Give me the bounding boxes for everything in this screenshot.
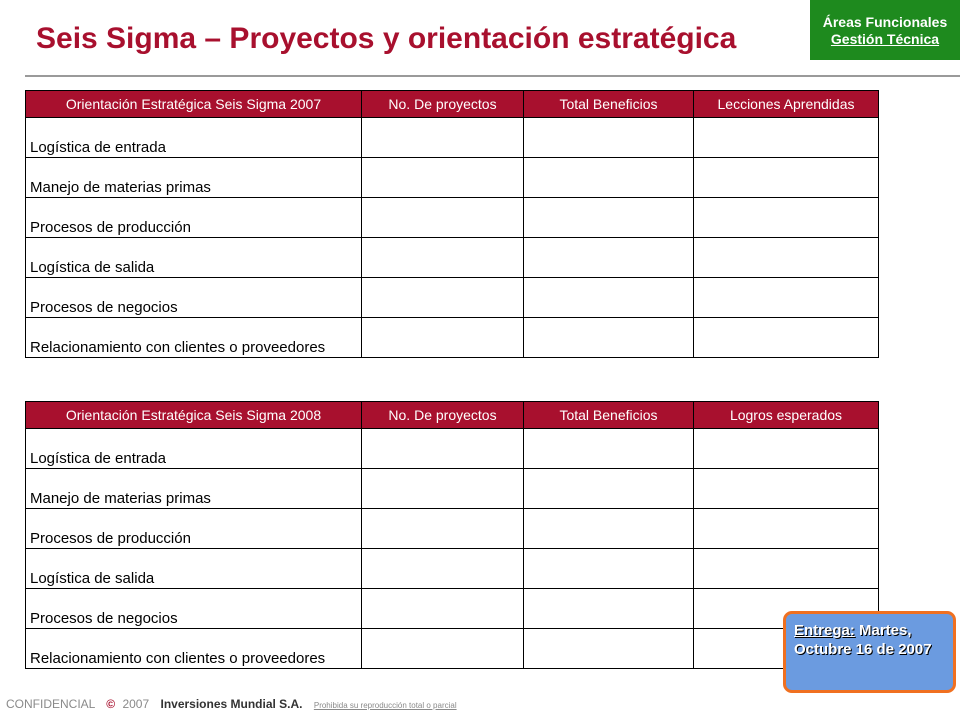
row-label-cell: Logística de entrada [26,429,362,469]
copyright-symbol: © [106,697,116,711]
section-badge [810,0,960,60]
value-cell[interactable] [694,238,879,278]
value-cell[interactable] [524,629,694,669]
value-cell[interactable] [362,429,524,469]
value-cell[interactable] [524,278,694,318]
column-header: Lecciones Aprendidas [694,91,879,118]
row-label-cell: Procesos de producción [26,198,362,238]
table-row [26,549,879,589]
table-row [26,278,879,318]
value-cell[interactable] [362,318,524,358]
value-cell[interactable] [362,278,524,318]
value-cell[interactable] [694,509,879,549]
value-cell[interactable] [694,318,879,358]
value-cell[interactable] [524,238,694,278]
value-cell[interactable] [524,158,694,198]
confidential-label: CONFIDENCIAL [6,697,95,711]
row-label-cell: Relacionamiento con clientes o proveedores [26,629,362,669]
delivery-date: Martes, Octubre 16 de 2007 [794,622,932,658]
table-row [26,158,879,198]
row-label-cell: Manejo de materias primas [26,158,362,198]
value-cell[interactable] [524,469,694,509]
value-cell[interactable] [694,469,879,509]
value-cell[interactable] [524,429,694,469]
legal-notice: Prohibida su reproducción total o parcial [313,701,457,710]
table-header-row [26,402,879,429]
badge-line-1: Áreas Funcionales [822,14,948,30]
value-cell[interactable] [362,198,524,238]
value-cell[interactable] [362,158,524,198]
value-cell[interactable] [362,238,524,278]
table-row [26,469,879,509]
table-row [26,198,879,238]
table-2008 [25,401,879,669]
table-row [26,589,879,629]
value-cell[interactable] [524,198,694,238]
table-row [26,509,879,549]
value-cell[interactable] [362,509,524,549]
row-label-cell: Procesos de producción [26,509,362,549]
badge-line-2: Gestión Técnica [830,31,940,47]
column-header: Total Beneficios [524,402,694,429]
table-row [26,429,879,469]
column-header: Logros esperados [694,402,879,429]
value-cell[interactable] [362,469,524,509]
title-divider [25,75,960,77]
value-cell[interactable] [524,549,694,589]
value-cell[interactable] [694,158,879,198]
row-label-cell: Procesos de negocios [26,278,362,318]
value-cell[interactable] [694,429,879,469]
delivery-label: Entrega: [794,622,855,639]
delivery-note [783,611,956,693]
row-label-cell: Procesos de negocios [26,589,362,629]
column-header: No. De proyectos [362,402,524,429]
value-cell[interactable] [694,278,879,318]
company-name: Inversiones Mundial S.A. [160,697,303,711]
table-row [26,238,879,278]
value-cell[interactable] [694,549,879,589]
copyright-year: 2007 [122,697,150,711]
footer [6,697,457,711]
value-cell[interactable] [694,118,879,158]
value-cell[interactable] [524,509,694,549]
table-header-row [26,91,879,118]
value-cell[interactable] [362,118,524,158]
column-header: Orientación Estratégica Seis Sigma 2008 [26,402,362,429]
value-cell[interactable] [362,549,524,589]
value-cell[interactable] [362,589,524,629]
row-label-cell: Logística de entrada [26,118,362,158]
value-cell[interactable] [362,629,524,669]
table-row [26,629,879,669]
row-label-cell: Manejo de materias primas [26,469,362,509]
page-title: Seis Sigma – Proyectos y orientación estratégica [36,22,737,55]
table-row [26,318,879,358]
column-header: No. De proyectos [362,91,524,118]
value-cell[interactable] [524,318,694,358]
value-cell[interactable] [524,589,694,629]
table-2007 [25,90,879,358]
row-label-cell: Logística de salida [26,238,362,278]
row-label-cell: Relacionamiento con clientes o proveedores [26,318,362,358]
table-row [26,118,879,158]
column-header: Orientación Estratégica Seis Sigma 2007 [26,91,362,118]
column-header: Total Beneficios [524,91,694,118]
row-label-cell: Logística de salida [26,549,362,589]
value-cell[interactable] [524,118,694,158]
value-cell[interactable] [694,198,879,238]
